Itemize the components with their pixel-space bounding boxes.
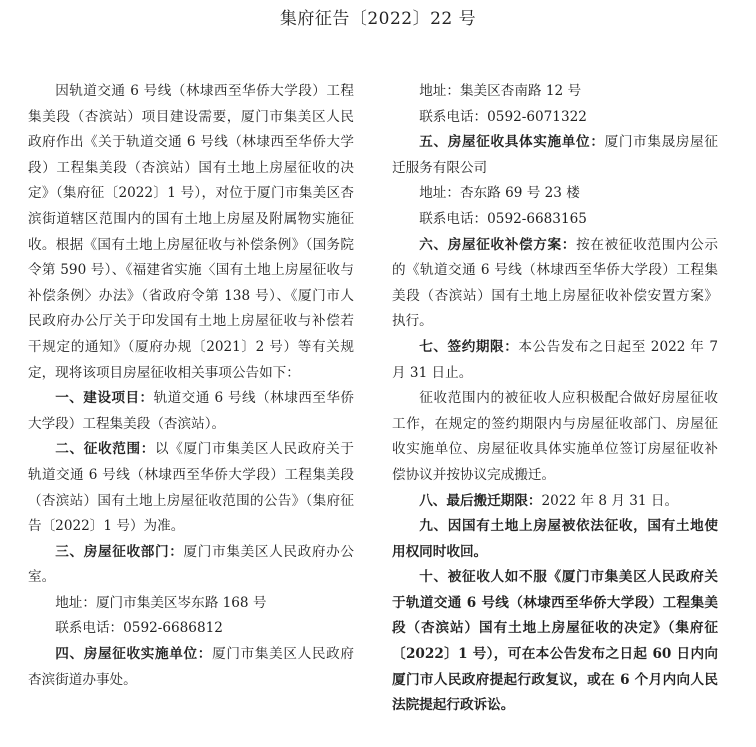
item-text: 2022 年 8 月 31 日。: [541, 492, 679, 509]
item-text: 轨道交通 6 号线（林埭西至华侨大学段）工程集美段（杏滨站）。: [28, 390, 354, 432]
signing-period-note: 征收范围内的被征收人应积极配合做好房屋征收工作，在规定的签约期限内与房屋征收部门、房屋征收实施单位、房屋征收具体实施单位签订房屋征收补偿协议并按协议完成搬迁。: [392, 390, 718, 483]
item-legal-remedy: 十、被征收人如不服《厦门市集美区人民政府关于轨道交通 6 号线（林埭西至华侨大学段）工程集美段（杏滨站）国有土地上房屋征收的决定》（集府征〔2022〕1 号），可在本公告发布之日起 60 日内向厦门市人民政府提起行政复议，或在 6 个月内向人民法院提起行政诉讼。: [392, 569, 718, 714]
item-expropriation-department: [28, 540, 354, 591]
implementing-unit-phone: 联系电话：0592-6071322: [419, 108, 587, 125]
item-text: 厦门市集晟房屋征迁服务有限公司: [392, 134, 719, 176]
specific-unit-address: 地址：杏东路 69 号 23 楼: [419, 185, 580, 202]
item-signing-period: [392, 335, 718, 386]
item-label: 二、征收范围：: [55, 441, 156, 458]
department-phone: 联系电话：0592-6686812: [55, 620, 223, 637]
item-label: 七、签约期限：: [419, 338, 519, 355]
item-land-use-right: 九、因国有土地上房屋被依法征收，国有土地使用权同时收回。: [392, 518, 718, 560]
item-text: 厦门市集美区人民政府杏滨街道办事处。: [28, 646, 355, 688]
item-text: 按在被征收范围内公示的《轨道交通 6 号线（林埭西至华侨大学段）工程集美段（杏滨站）国有土地上房屋征收补偿安置方案》执行。: [392, 236, 719, 330]
item-label: 四、房屋征收实施单位：: [55, 646, 213, 663]
intro-paragraph: 因轨道交通 6 号线（林埭西至华侨大学段）工程集美段（杏滨站）项目建设需要，厦门市集美区人民政府作出《关于轨道交通 6 号线（林埭西至华侨大学段）工程集美段（杏滨站）国有土地上房屋征收的决定》（集府征〔2022〕1 号），对位于厦门市集美区杏滨街道辖区范围内的国有土地上房屋及附属物实施征收。根据《国有土地上房屋征收与补偿条例》（国务院令第 590 号）、《福建省实施〈国有土地上房屋征收与补偿条例〉办法》（省政府令第 138 号）、《厦门市人民政府办公厅关于印发国有土地上房屋征收与补偿若干规定的通知》（厦府办规〔2021〕2 号）等有关规定，现将该项目房屋征收相关事项公告如下：: [28, 83, 354, 381]
item-label: 五、房屋征收具体实施单位：: [419, 134, 605, 151]
item-specific-implementing-unit: [392, 130, 718, 181]
item-construction-project: [28, 386, 354, 437]
item-text: 以《厦门市集美区人民政府关于轨道交通 6 号线（林埭西至华侨大学段）工程集美段（杏滨站）国有土地上房屋征收范围的公告》（集府征告〔2022〕1 号）为准。: [28, 441, 355, 535]
item-text: 厦门市集美区人民政府办公室。: [28, 543, 355, 586]
item-compensation-plan: [392, 233, 718, 335]
item-text: 本公告发布之日起至 2022 年 7 月 31 日止。: [392, 338, 718, 381]
implementing-unit-address: 地址：集美区杏南路 12 号: [419, 83, 582, 99]
item-label: 一、建设项目：: [55, 390, 154, 407]
department-address: 地址：厦门市集美区岑东路 168 号: [55, 594, 267, 611]
item-expropriation-scope: [28, 437, 354, 539]
page-title: 集府征告〔2022〕22 号: [279, 9, 477, 29]
right-column: [392, 79, 718, 719]
item-implementing-unit: [28, 642, 354, 693]
specific-unit-phone: 联系电话：0592-6683165: [419, 210, 587, 227]
item-label: 三、房屋征收部门：: [55, 543, 184, 560]
item-relocation-deadline: [392, 489, 718, 515]
left-column: [28, 79, 354, 693]
item-label: 六、房屋征收补偿方案：: [419, 236, 577, 253]
item-label: 八、最后搬迁期限：: [419, 492, 542, 509]
